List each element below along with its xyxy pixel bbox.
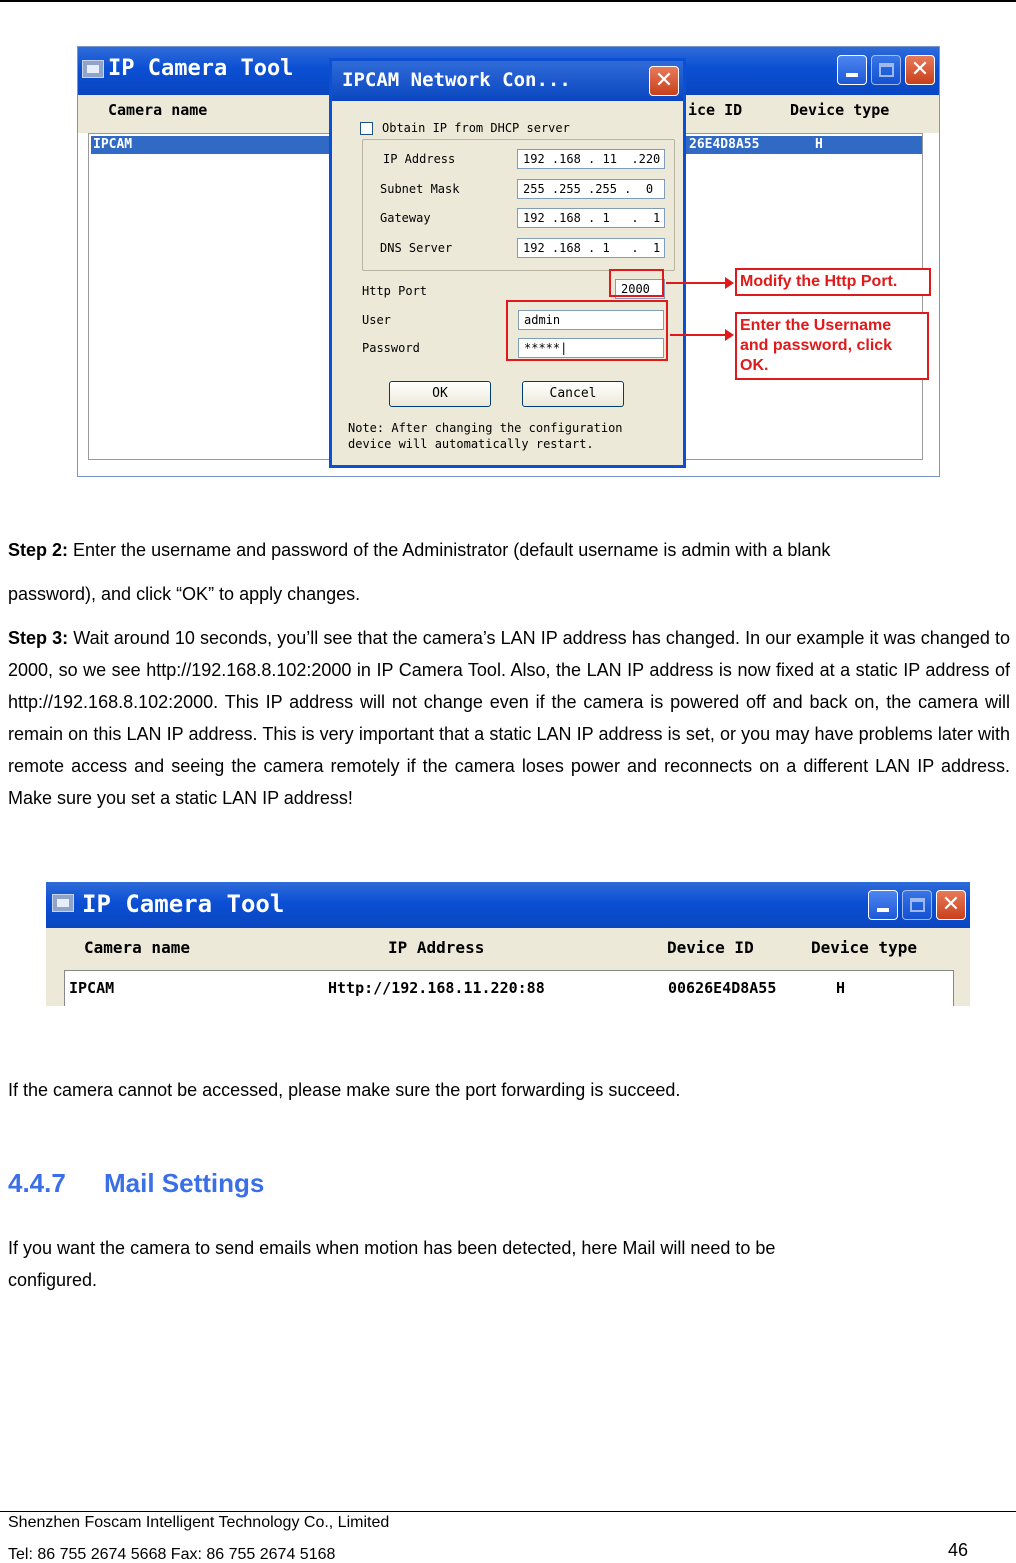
port-forward-note: If the camera cannot be accessed, please make sure the port forwarding is succeed. (8, 1080, 681, 1100)
credentials-callout-line-3: OK. (740, 357, 769, 374)
row-camera-name[interactable]: IPCAM (69, 979, 115, 997)
step-3-paragraph (8, 622, 1010, 814)
dhcp-checkbox[interactable] (360, 122, 373, 135)
maximize-button[interactable] (902, 890, 932, 920)
minimize-icon (877, 908, 889, 912)
app-icon (82, 60, 104, 78)
http-port-label: Http Port (362, 284, 428, 298)
footer-rule (0, 1511, 1016, 1512)
window-titlebar (46, 882, 970, 928)
minimize-button[interactable] (868, 890, 898, 920)
row-device-type[interactable]: H (836, 979, 846, 997)
row-device-type: H (815, 137, 823, 152)
column-camera-name[interactable]: Camera name (84, 938, 190, 957)
ip-address-label: IP Address (383, 152, 456, 166)
credentials-callout-line-2: and password, click (740, 337, 893, 354)
network-config-dialog (329, 58, 686, 468)
close-button[interactable] (905, 55, 935, 85)
close-button[interactable] (936, 890, 966, 920)
step-2-label: Step 2: (8, 540, 69, 560)
step-2-text-line-2: password), and click “OK” to apply changes. (8, 584, 361, 604)
app-icon (52, 894, 74, 912)
credentials-callout (735, 312, 929, 380)
credentials-highlight (506, 300, 668, 361)
user-label: User (362, 313, 391, 327)
top-rule (0, 0, 1016, 2)
password-label: Password (362, 341, 420, 355)
port-arrow (666, 282, 732, 284)
subnet-mask-label: Subnet Mask (380, 182, 460, 196)
mail-intro-paragraph (8, 1232, 1010, 1296)
maximize-icon (910, 898, 925, 912)
gateway-label: Gateway (380, 211, 431, 225)
ok-button[interactable]: OK (389, 381, 491, 407)
maximize-icon (879, 63, 894, 77)
camera-list (64, 970, 954, 1006)
section-number: 4.4.7 (8, 1168, 66, 1198)
ip-camera-tool-screenshot-1 (77, 46, 940, 477)
column-device-type[interactable]: Device type (811, 938, 917, 957)
column-device-type[interactable]: Device type (790, 101, 890, 119)
note-line-1: Note: After changing the configuration (348, 421, 623, 435)
step-3-text: Wait around 10 seconds, you’ll see that the camera’s LAN IP address has changed. In our example it was changed to 2000, so we see http://192.168.8.102:2000 in IP Camera Tool. Also, the LAN IP address is now fixed at a static IP address of http://192.168.8.102:2000. This IP address will not change even if the camera is powered off and back on, the camera will remain on this LAN IP address. This is very important that a static LAN IP address is set, or you may have problems later with remote access and seeing the camera remotely if the camera loses power and reconnects on a different LAN IP address. Make sure you set a static LAN IP address! (8, 628, 1010, 808)
note-line-2: device will automatically restart. (348, 437, 594, 451)
step-2-text: Enter the username and password of the Administrator (default username is admin with a blank (68, 540, 831, 560)
user-input[interactable]: admin (518, 310, 664, 330)
row-camera-name: IPCAM (93, 137, 133, 152)
column-ip-address[interactable]: IP Address (388, 938, 485, 957)
row-device-id[interactable]: 00626E4D8A55 (668, 979, 777, 997)
footer-company: Shenzhen Foscam Intelligent Technology Co., Limited (8, 1514, 390, 1531)
cancel-button[interactable]: Cancel (522, 381, 624, 407)
minimize-icon (846, 73, 858, 77)
page-number: 46 (948, 1540, 969, 1560)
dns-server-label: DNS Server (380, 241, 453, 255)
http-port-input[interactable]: 2000 (615, 279, 665, 299)
password-input[interactable]: *****| (518, 338, 664, 358)
dialog-close-button[interactable]: ✕ (649, 66, 679, 96)
credentials-arrow (670, 334, 732, 336)
window-title: IP Camera Tool (108, 56, 294, 81)
credentials-callout-line-1: Enter the Username (740, 317, 892, 334)
ip-address-input[interactable]: 192 .168 . 11 .220 (517, 149, 665, 169)
ip-settings-group (362, 139, 675, 271)
dhcp-label: Obtain IP from DHCP server (382, 121, 570, 135)
close-icon: ✕ (941, 892, 961, 917)
column-device-id[interactable]: ice ID (688, 101, 743, 119)
dialog-title: IPCAM Network Con... (342, 69, 571, 91)
window-title: IP Camera Tool (82, 890, 285, 918)
column-device-id[interactable]: Device ID (667, 938, 754, 957)
port-callout: Modify the Http Port. (735, 268, 931, 296)
dns-server-input[interactable]: 192 .168 . 1 . 1 (517, 238, 665, 258)
footer-contact: Tel: 86 755 2674 5668 Fax: 86 755 2674 5168 (8, 1546, 336, 1563)
section-title: Mail Settings (104, 1168, 265, 1198)
step-2-paragraph (8, 534, 1010, 610)
gateway-input[interactable]: 192 .168 . 1 . 1 (517, 208, 665, 228)
restart-note (348, 420, 623, 452)
column-camera-name[interactable]: Camera name (108, 101, 208, 119)
ip-camera-tool-screenshot-2 (46, 882, 970, 1006)
row-ip-address[interactable]: Http://192.168.11.220:88 (328, 979, 545, 997)
maximize-button[interactable] (871, 55, 901, 85)
close-icon: ✕ (910, 57, 930, 82)
section-heading (8, 1168, 264, 1199)
row-device-id: 26E4D8A55 (689, 137, 760, 152)
http-port-highlight (609, 269, 664, 297)
subnet-mask-input[interactable]: 255 .255 .255 . 0 (517, 179, 665, 199)
minimize-button[interactable] (837, 55, 867, 85)
dialog-titlebar (332, 61, 683, 101)
mail-intro-line-1: If you want the camera to send emails when motion has been detected, here Mail will need to be (8, 1238, 776, 1258)
step-3-label: Step 3: (8, 628, 69, 648)
mail-intro-line-2: configured. (8, 1270, 98, 1290)
